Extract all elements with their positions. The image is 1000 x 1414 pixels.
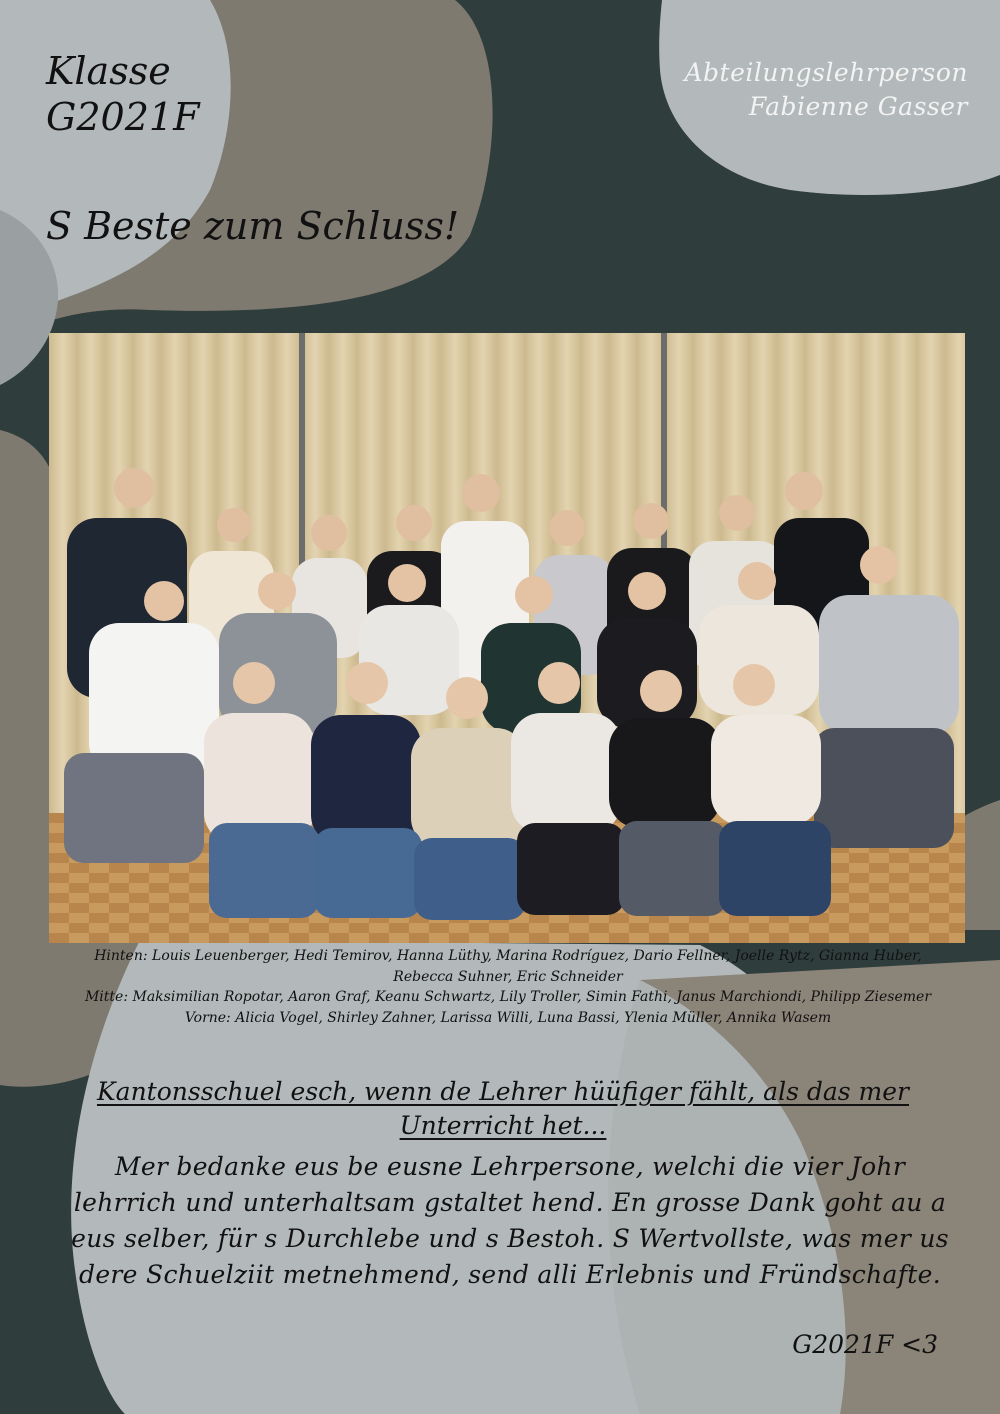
class-photo-illustration [49, 333, 965, 943]
caption-back-row-continued: Rebecca Suhner, Eric Schneider [393, 968, 623, 985]
tagline: S Beste zum Schluss! [46, 204, 460, 248]
class-label: Klasse [46, 49, 171, 93]
teacher-block [685, 56, 969, 124]
class-code: G2021F [46, 95, 200, 139]
thank-you-message: Mer bedanke eus be eusne Lehrpersone, welchi die vier Johr lehrrich und unterhaltsam gstaltet hend. En grosse Dank goht au a eus selber, für s Durchlebe und s Bestoh. S Wertvollste, was mer us dere Schuelziit metnehmend, send alli Erlebnis und Fründschafte. [71, 1152, 949, 1289]
teacher-role: Abteilungslehrperson [684, 58, 968, 87]
class-photo [49, 333, 965, 943]
teacher-name: Fabienne Gasser [748, 92, 968, 121]
quote: Kantonsschuel esch, wenn de Lehrer hüüfiger fählt, als das mer Unterricht het... [96, 1077, 909, 1140]
caption-front-row: Vorne: Alicia Vogel, Shirley Zahner, Larissa Willi, Luna Bassi, Ylenia Müller, Annika Wasem [184, 1009, 832, 1026]
caption-back-row: Hinten: Louis Leuenberger, Hedi Temirov, Hanna Lüthy, Marina Rodríguez, Dario Fellner, Joelle Rytz, Gianna Huber, [94, 948, 922, 964]
class-title [46, 48, 199, 140]
photo-caption [60, 946, 956, 1028]
caption-middle-row: Mitte: Maksimilian Ropotar, Aaron Graf, Keanu Schwartz, Lily Troller, Simin Fathi, Janus Marchiondi, Philipp Ziesemer [84, 989, 932, 1005]
signoff: G2021F <3 [792, 1330, 938, 1359]
